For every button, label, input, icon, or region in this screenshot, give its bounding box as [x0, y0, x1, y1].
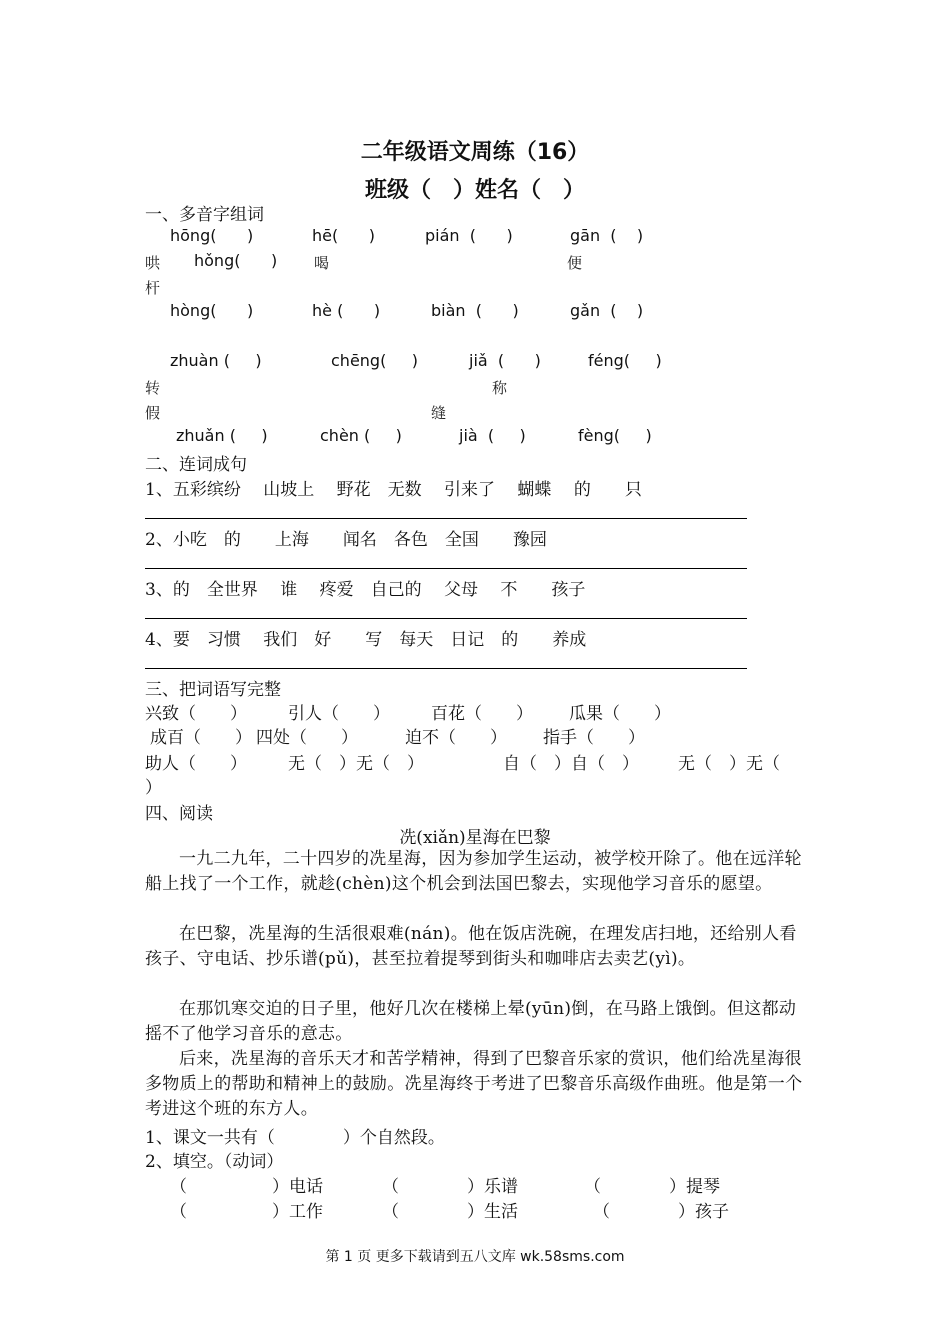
polyphonic-char: 便 [567, 254, 583, 272]
pinyin-blank: fèng( ) [578, 426, 652, 445]
pinyin-blank: hè ( ) [312, 301, 381, 320]
idiom-blank: 四处（ ） [256, 728, 358, 748]
polyphonic-char: 称 [492, 379, 508, 397]
pinyin-blank: gān ( ) [570, 226, 644, 245]
section-heading-complete-words: 三、把词语写完整 [145, 680, 281, 700]
idiom-blank: 兴致（ ） [145, 704, 247, 724]
pinyin-blank: zhuǎn ( ) [176, 426, 268, 445]
polyphonic-char: 哄 [145, 254, 161, 272]
idiom-blank: 指手（ ） [543, 728, 645, 748]
section-heading-sentences: 二、连词成句 [145, 455, 247, 475]
pinyin-blank: féng( ) [588, 351, 662, 370]
idiom-blank: 无（ ）无（ [678, 754, 780, 774]
idiom-blank: 无（ ）无（ ） [288, 754, 424, 774]
polyphonic-char: 喝 [314, 254, 330, 272]
idiom-blank-wrap: ） [145, 778, 162, 798]
idiom-blank: 百花（ ） [431, 704, 533, 724]
question-fill-verbs: 2、填空。（动词） [145, 1152, 284, 1172]
pinyin-blank: pián ( ) [425, 226, 513, 245]
idiom-blank: 自（ ）自（ ） [503, 754, 639, 774]
section-heading-reading: 四、阅读 [145, 804, 213, 824]
verb-blank: （ ）乐谱 [382, 1177, 518, 1197]
answer-line [145, 518, 747, 519]
pinyin-blank: jiǎ ( ) [469, 351, 541, 370]
answer-line [145, 668, 747, 669]
idiom-blank: 助人（ ） [145, 754, 247, 774]
answer-line [145, 568, 747, 569]
idiom-blank: 成百（ ） [150, 728, 252, 748]
passage-paragraph: 在那饥寒交迫的日子里，他好几次在楼梯上晕(yūn)倒，在马路上饿倒。但这都动摇不了他学习音乐的意志。 [145, 999, 797, 1044]
pinyin-blank: hē( ) [312, 226, 375, 245]
verb-blank: （ ）电话 [170, 1177, 323, 1197]
passage-paragraph: 一九二九年，二十四岁的冼星海，因为参加学生运动，被学校开除了。他在远洋轮船上找了一个工作，就趁(chèn)这个机会到法国巴黎去，实现他学习音乐的愿望。 [145, 849, 802, 894]
word-group: 4、要 习惯 我们 好 写 每天 日记 的 养成 [145, 630, 587, 650]
pinyin-blank: hòng( ) [170, 301, 254, 320]
pinyin-blank: hōng( ) [170, 226, 254, 245]
pinyin-blank: chēng( ) [331, 351, 418, 370]
idiom-blank: 引人（ ） [288, 704, 390, 724]
polyphonic-char: 杆 [145, 279, 161, 297]
polyphonic-char: 假 [145, 404, 161, 422]
section-heading-polyphonic: 一、多音字组词 [145, 205, 264, 225]
passage-paragraph: 后来，冼星海的音乐天才和苦学精神，得到了巴黎音乐家的赏识，他们给冼星海很多物质上的帮助和精神上的鼓励。冼星海终于考进了巴黎音乐高级作曲班。他是第一个考进这个班的东方人。 [145, 1049, 803, 1119]
verb-blank: （ ）工作 [170, 1202, 323, 1222]
idiom-blank: 迫不（ ） [405, 728, 507, 748]
question-paragraph-count: 1、课文一共有（ ）个自然段。 [145, 1128, 445, 1148]
passage-title: 冼(xiǎn)星海在巴黎 [399, 828, 551, 848]
pinyin-blank: jià ( ) [459, 426, 526, 445]
page-footer: 第 1 页 更多下载请到五八文库 wk.58sms.com [325, 1249, 625, 1265]
pinyin-blank: zhuàn ( ) [170, 351, 262, 370]
word-group: 2、小吃 的 上海 闻名 各色 全国 豫园 [145, 530, 547, 550]
answer-line [145, 618, 747, 619]
idiom-blank: 瓜果（ ） [569, 704, 671, 724]
polyphonic-char: 缝 [431, 404, 447, 422]
word-group: 1、五彩缤纷 山坡上 野花 无数 引来了 蝴蝶 的 只 [145, 480, 642, 500]
pinyin-blank: biàn ( ) [431, 301, 519, 320]
pinyin-blank: chèn ( ) [320, 426, 402, 445]
page-title: 二年级语文周练（16） [360, 140, 590, 165]
polyphonic-char: 转 [145, 379, 161, 397]
name-class-line: 班级（ ）姓名（ ） [364, 178, 585, 203]
pinyin-blank: hǒng( ) [194, 251, 278, 270]
verb-blank: （ ）生活 [382, 1202, 518, 1222]
passage-paragraph: 在巴黎，冼星海的生活很艰难(nán)。他在饭店洗碗，在理发店扫地，还给别人看孩子、守电话、抄乐谱(pǔ)，甚至拉着提琴到街头和咖啡店去卖艺(yì)。 [145, 924, 797, 969]
verb-blank: （ ）孩子 [593, 1202, 729, 1222]
pinyin-blank: gǎn ( ) [570, 301, 644, 320]
verb-blank: （ ）提琴 [584, 1177, 720, 1197]
word-group: 3、的 全世界 谁 疼爱 自己的 父母 不 孩子 [145, 580, 586, 600]
